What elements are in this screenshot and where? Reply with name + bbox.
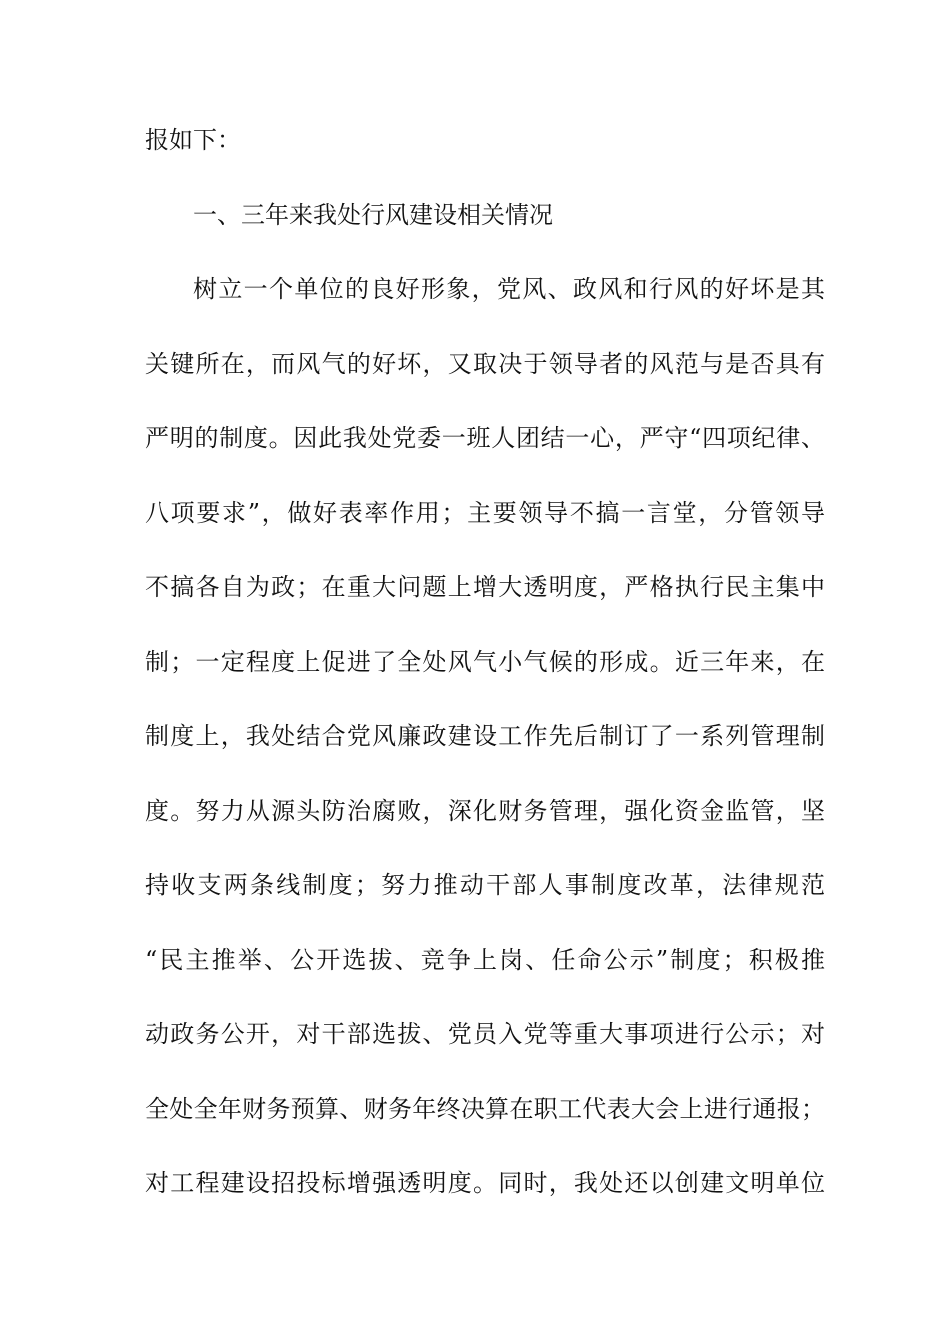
paragraph-line: 全处全年财务预算、财务年终决算在职工代表大会上进行通报； (145, 1094, 825, 1123)
paragraph-line: 关键所在，而风气的好坏，又取决于领导者的风范与是否具有 (145, 349, 825, 378)
paragraph-line: 持收支两条线制度；努力推动干部人事制度改革，法律规范 (145, 871, 825, 899)
paragraph-line: 八项要求”，做好表率作用；主要领导不搞一言堂，分管领导 (145, 498, 825, 527)
paragraph-line: 树立一个单位的良好形象，党风、政风和行风的好坏是其 (193, 275, 825, 303)
paragraph-line: 制；一定程度上促进了全处风气小气候的形成。近三年来，在 (145, 647, 825, 676)
body-text (145, 128, 825, 1246)
paragraph-line: 制度上，我处结合党风廉政建设工作先后制订了一系列管理制 (145, 722, 825, 750)
paragraph-line: 度。努力从源头防治腐败，深化财务管理，强化资金监管，坚 (145, 796, 825, 825)
paragraph-line: 动政务公开，对干部选拔、党员入党等重大事项进行公示；对 (145, 1020, 825, 1048)
paragraph-line: 严明的制度。因此我处党委一班人团结一心，严守“四项纪律、 (145, 424, 825, 452)
text-line: 报如下： (145, 126, 241, 154)
paragraph-line: “民主推举、公开选拔、竞争上岗、任命公示”制度；积极推 (145, 945, 825, 974)
paragraph-line: 不搞各自为政；在重大问题上增大透明度，严格执行民主集中 (145, 573, 825, 601)
paragraph-line: 对工程建设招投标增强透明度。同时，我处还以创建文明单位 (145, 1169, 825, 1197)
section-heading: 一、三年来我处行风建设相关情况 (193, 200, 553, 229)
